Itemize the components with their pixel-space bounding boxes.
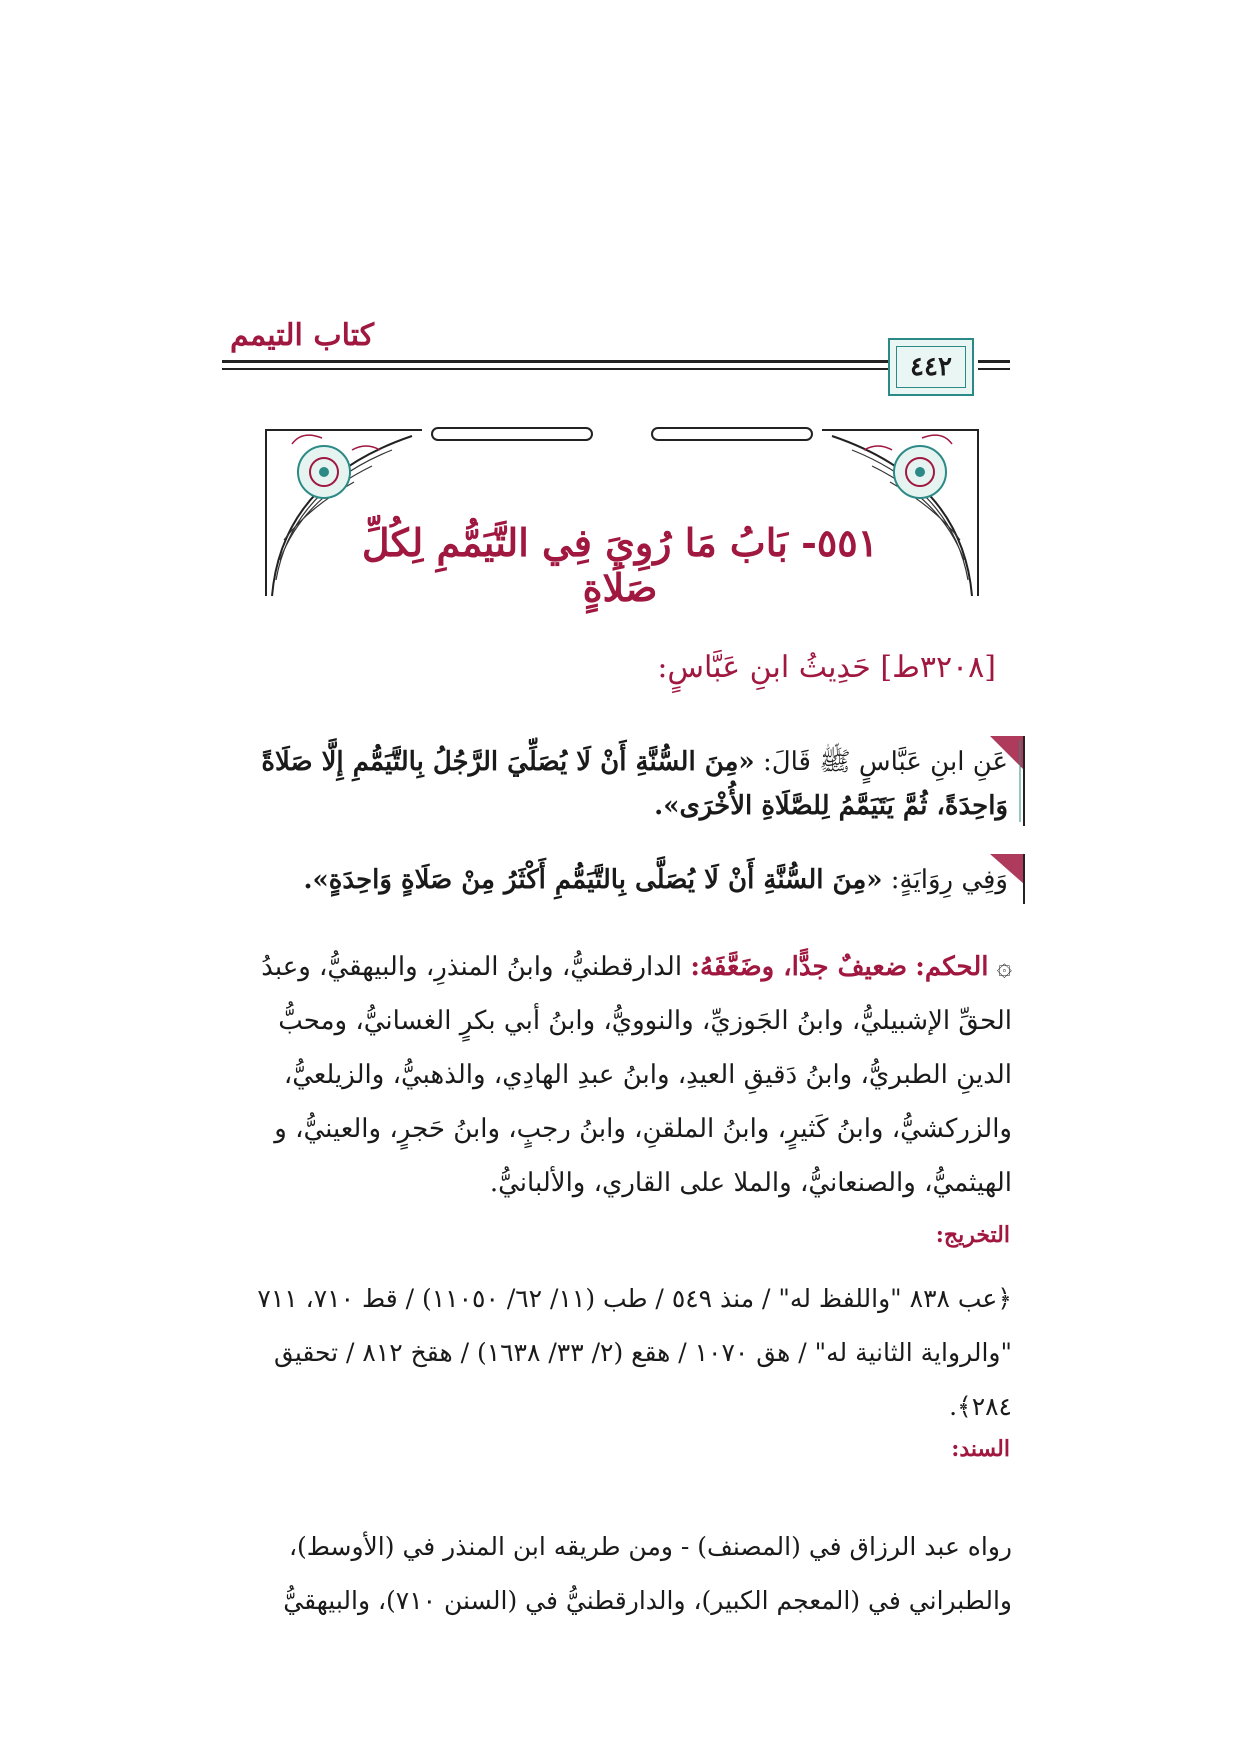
corner-ornament-icon	[990, 736, 1026, 826]
ruling-paragraph	[236, 940, 1012, 1210]
hadith-reference-number: [٣٢٠٨ط]	[880, 650, 996, 685]
header-rule-top	[222, 360, 888, 363]
header-rule-right-bottom	[978, 368, 1010, 370]
narration-2-text: «مِنَ السُّنَّةِ أَنْ لَا يُصَلَّى بِالتَّيَمُّمِ أَكْثَرُ مِنْ صَلَاةٍ وَاحِدَةٍ».	[303, 865, 883, 895]
sanad-label: السند:	[951, 1436, 1010, 1462]
corner-ornament-icon	[990, 854, 1026, 904]
narration-block-2	[238, 858, 1008, 902]
header-rule-right-top	[978, 360, 1010, 363]
takhrij-text: ﴿عب ٨٣٨ "واللفظ له" / منذ ٥٤٩ / طب (١١/ ٦٢/ ١١٠٥٠) / قط ٧١٠، ٧١١ "والرواية الثانية له" / هق ١٠٧٠ / هقع (٢/ ٣٣/ ١٦٣٨) / هقخ ٨١٢ / تحقيق ٢٨٤﴾.	[257, 1284, 1012, 1421]
running-title: كتاب التيمم	[230, 318, 375, 353]
ruling-marker-icon: ۞	[996, 952, 1012, 982]
page-number-frame	[888, 338, 974, 396]
ruling-label: الحكم:	[915, 952, 989, 982]
chapter-title: ٥٥١- بَابُ مَا رُوِيَ فِي التَّيَمُّمِ لِكُلِّ صَلَاةٍ	[361, 520, 879, 610]
narration-1-intro: عَنِ ابنِ عَبَّاسٍ ﷺ قَالَ:	[762, 747, 1008, 777]
sanad-text: رواه عبد الرزاق في (المصنف) - ومن طريقه ابن المنذر في (الأوسط)، والطبراني في (المعجم الكبير)، والدارقطنيُّ في (السنن ٧١٠)، والبيهقيُّ	[283, 1532, 1012, 1615]
page-number: ٤٤٢	[910, 352, 952, 382]
narration-1-text: «مِنَ السُّنَّةِ أَنْ لَا يُصَلِّيَ الرَّجُلُ بِالتَّيَمُّمِ إِلَّا صَلَاةً وَاحِدَةً، ثُمَّ يَتَيَمَّمُ لِلصَّلَاةِ الأُخْرَى».	[261, 747, 1008, 821]
hadith-title: حَدِيثُ ابنِ عَبَّاسٍ:	[657, 650, 871, 685]
narration-2-intro: وَفِي رِوَايَةٍ:	[890, 865, 1008, 895]
takhrij-label: التخريج:	[935, 1222, 1010, 1248]
ruling-verdict: ضعيفٌ جدًّا، وضَعَّفَهُ:	[690, 952, 908, 982]
header-rule-bottom	[222, 368, 888, 370]
narration-block-1	[238, 740, 1008, 828]
hadith-heading	[440, 650, 996, 685]
ruling-text: الدارقطنيُّ، وابنُ المنذرِ، والبيهقيُّ، وعبدُ الحقِّ الإشبيليُّ، وابنُ الجَوزيِّ، والنوويُّ، وابنُ أبي بكرٍ الغسانيُّ، ومحبُّ الدينِ الطبريُّ، وابنُ دَقيقِ العيدِ، وابنُ عبدِ الهادِي، والذهبيُّ، والزيلعيُّ، والزركشيُّ، وابنُ كَثيرٍ، وابنُ الملقنِ، وابنُ رجبٍ، وابنُ حَجرٍ، والعينيُّ، و الهيثميُّ، والصنعانيُّ، والملا على القاري، والألبانيُّ.	[261, 952, 1012, 1198]
